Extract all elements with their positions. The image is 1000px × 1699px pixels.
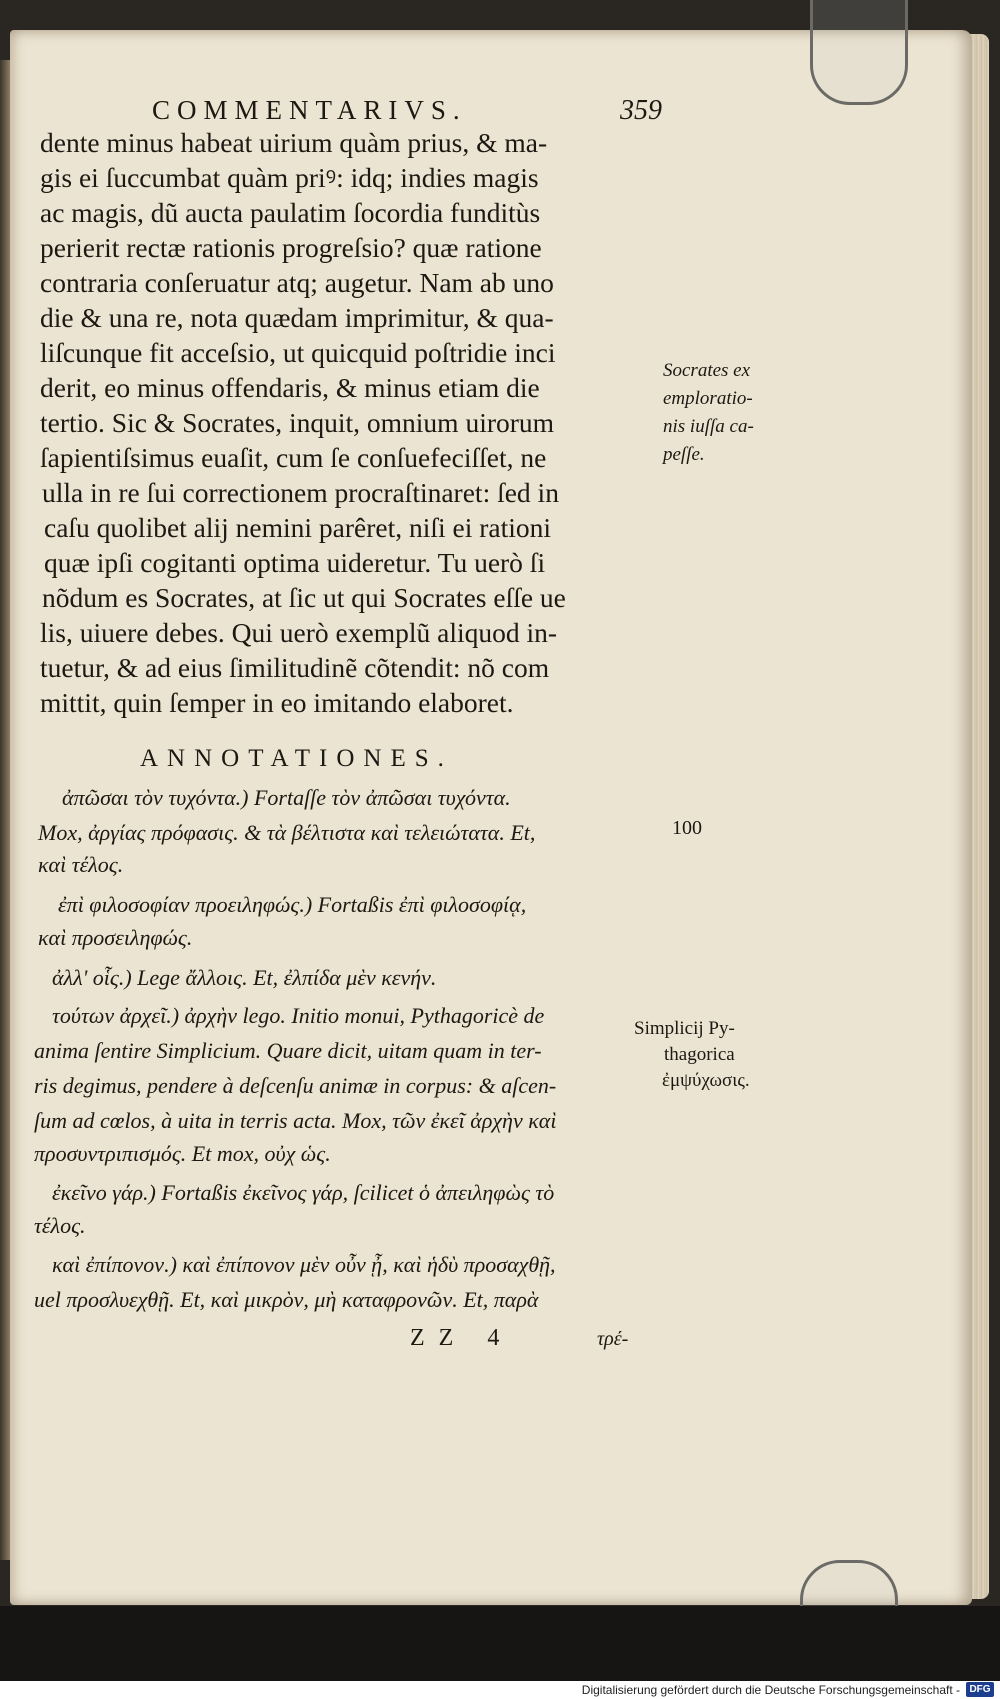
margin-note-line: emploratio- [663,388,753,409]
body-line: tuetur, & ad eius ſimilitudinẽ cõtendit: nõ com [40,652,550,683]
annotation-line: ἀπῶσαι τὸν τυχόντα.) Fortaſſe τὸν ἀπῶσαι τυχόντα. [62,785,511,810]
scan-bottom-border [0,1606,1000,1681]
annotation-line: anima ſentire Simplicium. Quare dicit, uitam quam in ter- [34,1038,542,1063]
annotation-line: τούτων ἀρχεῖ.) ἀρχὴν lego. Initio monui, Pythagoricè de [52,1003,545,1028]
body-line: lis, uiuere debes. Qui uerò exemplũ aliquod in- [40,617,558,648]
body-line: nõdum es Socrates, at ſic ut qui Socrates eſſe ue [42,582,566,613]
annotation-line: Mox, ἀργίας πρόφασις. & τὰ βέλτιστα καὶ τελειώτατα. Et, [38,820,536,845]
body-line: ſapientiſsimus euaſit, cum ſe conſuefeciſſet, ne [40,442,547,473]
body-line: caſu quolibet alij nemini parêret, niſi ei rationi [44,512,552,543]
annotation-line: ſum ad cœlos, à uita in terris acta. Mox, τῶν ἐκεῖ ἀρχὴν καὶ [34,1108,557,1133]
margin-note-line: ἐμψύχωσις. [662,1070,750,1091]
body-line: ac magis, dũ aucta paulatim ſocordia funditùs [40,197,541,228]
annotation-line: καὶ τέλος. [38,852,124,877]
annotation-line: τέλος. [34,1213,86,1238]
body-line: tertio. Sic & Socrates, inquit, omnium uirorum [40,407,555,438]
margin-number: 100 [672,817,702,839]
body-line: dente minus habeat uirium quàm prius, & ma- [40,127,548,158]
digitization-credit: Digitalisierung gefördert durch die Deutsche Forschungsgemeinschaft - [581,1683,960,1697]
catchword: τρέ- [597,1328,629,1350]
annotation-line: καὶ ἐπίπονον.) καὶ ἐπίπονον μὲν οὖν ᾖ, καὶ ἡδὺ προσαχθῇ, [52,1252,556,1277]
annotation-line: προσυντριπισμός. Et mox, οὐχ ὡς. [34,1141,331,1166]
body-line: mittit, quin ſemper in eo imitando elaboret. [40,687,514,718]
body-line: contraria conſeruatur atq; augetur. Nam ab uno [40,267,554,298]
annotation-line: ἀλλ' οἷς.) Lege ἄλλοις. Et, ἐλπίδα μὲν κενήν. [52,965,437,990]
margin-note-line: thagorica [664,1044,735,1065]
page-number: 359 [620,95,662,126]
annotation-line: ris degimus, pendere à deſcenſu animæ in corpus: & aſcen- [34,1073,557,1098]
annotations-heading: ANNOTATIONES. [140,745,453,772]
body-line: derit, eo minus offendaris, & minus etiam die [40,372,540,403]
body-line: ulla in re ſui correctionem procraſtinaret: ſed in [42,477,559,508]
body-line: die & una re, nota quædam imprimitur, & qua- [40,302,554,333]
running-head: COMMENTARIVS. [152,95,467,125]
annotation-line: καὶ προσειληφώς. [38,925,193,950]
body-line: quæ ipſi cogitanti optima uideretur. Tu uerò ſi [44,547,546,578]
signature-mark: ZZ 4 [410,1325,514,1351]
margin-note-line: Simplicij Py- [634,1018,735,1039]
body-line: perierit rectæ rationis progreſsio? quæ ratione [40,232,542,263]
annotation-line: ἐκεῖνο γάρ.) Fortaßis ἐκεῖνος γάρ, ſcilicet ὁ ἀπειληφὼς τὸ [52,1180,555,1205]
body-line: liſcunque fit acceſsio, ut quicquid poſtridie inci [40,337,556,368]
annotation-line: uel προσλυεχθῇ. Et, καὶ μικρὸν, μὴ καταφρονῶν. Et, παρὰ [34,1287,539,1312]
dfg-logo: DFG [966,1682,994,1697]
margin-note-line: peſſe. [663,444,705,465]
margin-note-line: Socrates ex [663,360,751,381]
margin-note-line: nis iuſſa ca- [663,416,754,437]
body-line: gis ei ſuccumbat quàm priꝰ: idq; indies magis [40,162,539,193]
annotation-line: ἐπὶ φιλοσοφίαν προειληφώς.) Fortaßis ἐπὶ φιλοσοφίᾳ, [58,892,527,917]
book-clip-top [810,0,908,105]
